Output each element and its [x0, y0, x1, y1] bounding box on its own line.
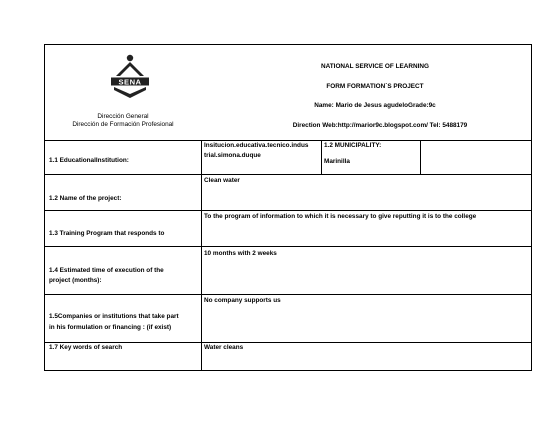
keywords-label: 1.7 Key words of search [49, 344, 123, 351]
org-line-1: Dirección General [97, 113, 149, 120]
training-program-label: 1.3 Training Program that responds to [49, 230, 165, 237]
execution-time-label-1: 1.4 Estimated time of execution of the [49, 267, 164, 274]
column-divider [321, 140, 322, 174]
institution-value-line-1: Insitucion.educativa.tecnico.indus [204, 142, 309, 149]
row-divider [45, 210, 531, 211]
municipality-value: Marinilla [324, 158, 350, 165]
org-line-2: Dirección de Formación Profesional [72, 121, 174, 128]
form-title-2: FORM FORMATION`S PROJECT [326, 83, 424, 90]
svg-text:SENA: SENA [118, 77, 142, 87]
web-and-phone: Direction Web:http://marior9c.blogspot.com/ Tel: 5488179 [292, 122, 468, 129]
form-title-1: NATIONAL SERVICE OF LEARNING [321, 63, 429, 70]
row-divider [45, 246, 531, 247]
keywords-value: Water cleans [204, 344, 244, 351]
companies-value: No company supports us [204, 297, 281, 304]
execution-time-label-2: project (months): [49, 277, 102, 284]
student-name: Name: Mario de Jesus agudeloGrade:9c [314, 102, 436, 109]
training-program-value: To the program of information to which it is necessary to give reputting it is to the college [204, 213, 477, 220]
sena-logo [100, 54, 160, 100]
column-divider [201, 140, 202, 371]
project-name-label: 1.2 Name of the project: [49, 195, 122, 202]
project-form [44, 44, 532, 371]
row-divider [45, 174, 531, 175]
companies-label-2: in his formulation or financing : (if exist) [49, 324, 172, 331]
institution-label: 1.1 EducationalInstitution: [49, 157, 129, 164]
execution-time-value: 10 months with 2 weeks [204, 250, 277, 257]
column-divider [420, 140, 421, 174]
companies-label-1: 1.5Companies or institutions that take part [49, 313, 179, 320]
institution-value-line-2: trial.simona.duque [204, 152, 261, 159]
project-name-value: Clean water [204, 177, 240, 184]
row-divider [45, 294, 531, 295]
municipality-label: 1.2 MUNICIPALITY: [324, 142, 382, 149]
